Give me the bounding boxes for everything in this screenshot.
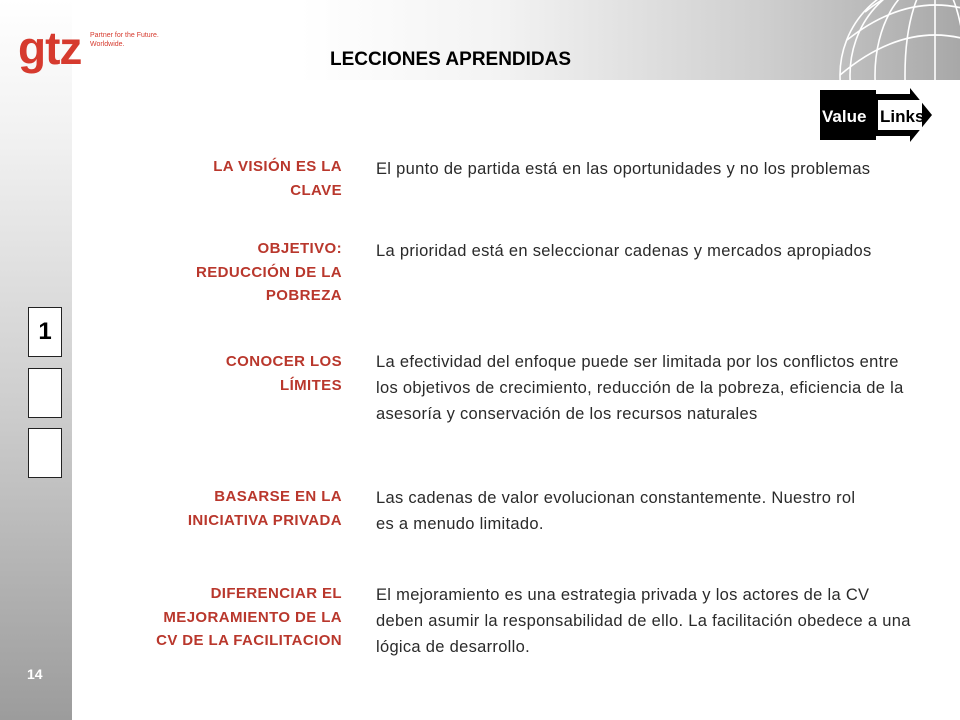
lesson-label-line: LÍMITES [280, 376, 342, 394]
lesson-label-line: LA VISIÓN ES LA [213, 158, 342, 175]
lesson-label-line: BASARSE EN LA [214, 488, 342, 505]
slide-title: LECCIONES APRENDIDAS [330, 49, 572, 70]
lesson-label-line: REDUCCIÓN DE LA [195, 263, 342, 281]
lesson-label-4 [80, 485, 342, 532]
section-box-3[interactable] [28, 428, 62, 478]
tagline-line-1: Partner for the Future. [90, 32, 159, 39]
lesson-description-5: El mejoramiento es una estrategia privada y los actores de la CV deben asumir la responsabilidad de ello. La facilitación obedece a una lógica de desarrollo. [376, 586, 911, 656]
lesson-label-1 [80, 155, 342, 202]
globe-icon [825, 0, 960, 80]
lesson-label-line: CV DE LA FACILITACION [156, 632, 342, 649]
valuelinks-left-text: Value [822, 107, 867, 126]
lesson-label-line: POBREZA [265, 287, 342, 304]
gtz-logo: gtz [18, 22, 82, 74]
lesson-label-3 [80, 350, 342, 397]
section-number-box[interactable]: 1 [28, 307, 62, 357]
page-number: 14 [27, 666, 43, 682]
lesson-description-1: El punto de partida está en las oportunidades y no los problemas [376, 160, 871, 178]
valuelinks-right-text: Links [880, 107, 925, 126]
lesson-label-5 [80, 582, 342, 653]
valuelinks-logo [820, 88, 932, 142]
tagline-line-2: Worldwide. [90, 41, 125, 48]
logo-tagline [90, 31, 159, 49]
lesson-description-2: La prioridad está en seleccionar cadenas y mercados apropiados [376, 242, 872, 260]
lesson-label-line: CLAVE [290, 181, 342, 199]
lesson-description-4: Las cadenas de valor evolucionan constantemente. Nuestro rol es a menudo limitado. [376, 489, 856, 533]
lesson-label-line: DIFERENCIAR EL [210, 585, 342, 602]
lesson-label-2 [80, 237, 342, 308]
lesson-label-line: OBJETIVO: [257, 240, 342, 257]
lesson-label-line: CONOCER LOS [225, 353, 342, 370]
lesson-label-line: INICIATIVA PRIVADA [187, 511, 342, 529]
lesson-description-3: La efectividad del enfoque puede ser limitada por los conflictos entre los objetivos de crecimiento, reducción de la pobreza, eficiencia de la asesoría y conservación de los recursos naturales [376, 353, 904, 423]
section-box-2[interactable] [28, 368, 62, 418]
left-sidebar-band [0, 0, 72, 720]
lesson-label-line: MEJORAMIENTO DE LA [163, 608, 342, 626]
